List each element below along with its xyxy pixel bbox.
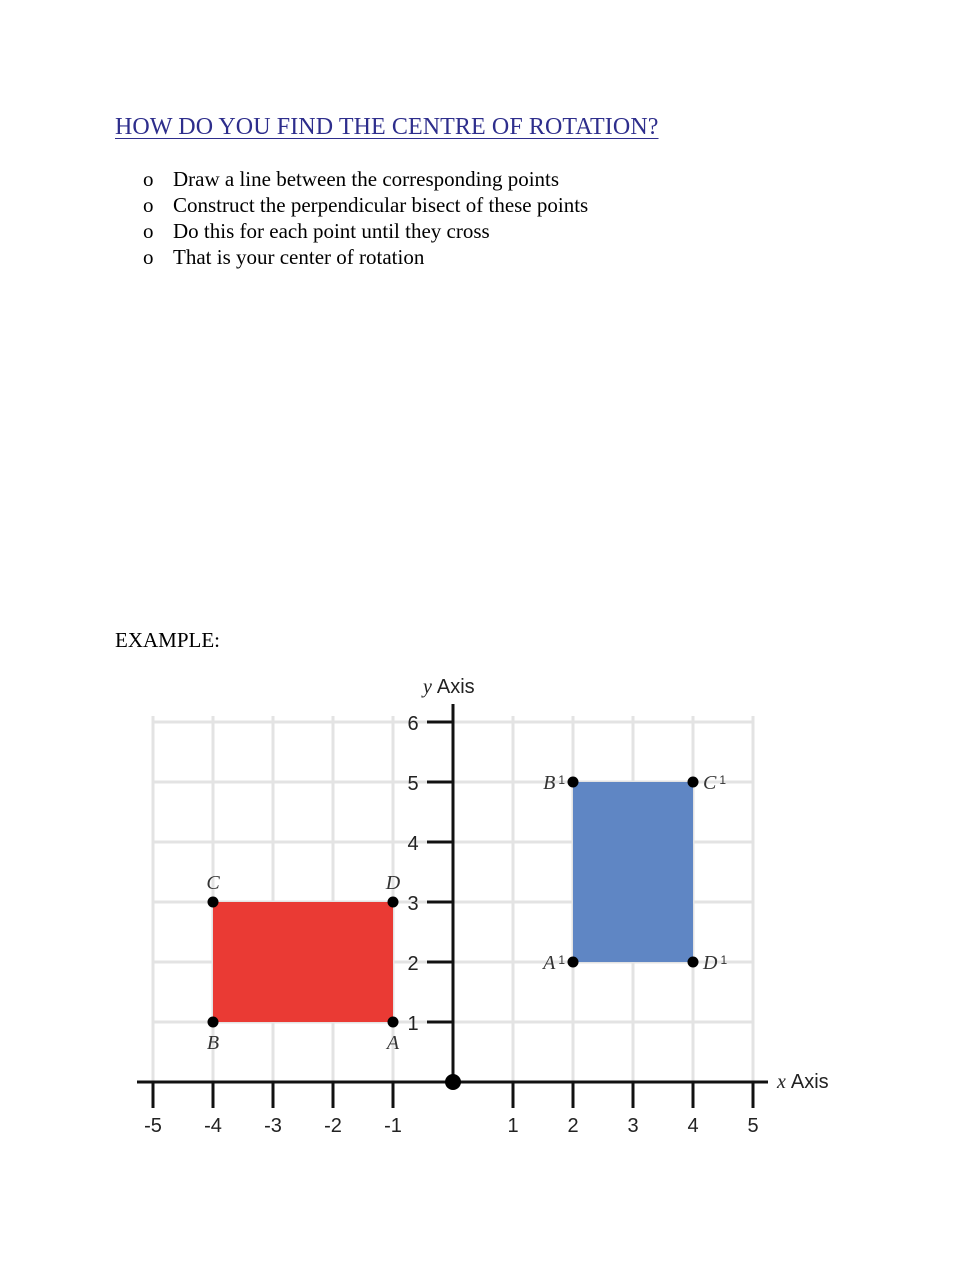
point-label-letter: D [703,952,718,974]
bullet-marker: o [143,167,154,191]
point-label-superscript: 1 [720,953,728,967]
list-item-text: Construct the perpendicular bisect of these points [173,193,589,217]
x-tick-label: 3 [627,1115,639,1137]
bullet-marker: o [143,245,154,269]
origin-point [445,1074,461,1090]
point-label-letter: B [206,1032,220,1054]
x-tick-label: -2 [324,1115,342,1137]
x-tick-label: -1 [384,1115,402,1137]
point-A [388,1017,399,1028]
point-label-letter: C [703,772,717,794]
x-tick-label: 1 [507,1115,519,1137]
y-tick-label: 1 [407,1013,419,1035]
point-label-letter: D [385,872,401,894]
point-label [206,872,220,894]
x-tick-label: -5 [144,1115,162,1137]
x-tick-label: 2 [567,1115,579,1137]
x-tick-label: 4 [687,1115,699,1137]
list-item-text: Do this for each point until they cross [173,219,490,243]
y-axis-text: Axis [436,676,475,698]
x-axis-text: Axis [790,1071,829,1093]
point-label-superscript: 1 [719,773,727,787]
point-label [702,952,727,974]
point-label-letter: A [543,952,556,974]
list-item-text: Draw a line between the corresponding points [173,167,560,191]
y-axis-title [421,676,475,698]
y-tick-label: 2 [407,953,419,975]
point-B1 [568,777,579,788]
x-tick-label: -4 [204,1115,222,1137]
point-label-superscript: 1 [558,773,565,787]
x-tick-label: 5 [747,1115,759,1137]
point-label [385,1032,400,1054]
point-D [388,897,399,908]
y-tick-label: 6 [407,713,419,735]
point-C1 [688,777,699,788]
x-axis-title [776,1071,829,1093]
point-label [543,772,565,794]
point-label [207,1032,219,1054]
shape-image [573,782,693,962]
y-tick-label: 5 [407,773,419,795]
point-label-letter: B [543,772,556,794]
point-C [208,897,219,908]
y-axis-var: y [423,676,437,698]
list-item-text: That is your center of rotation [173,245,425,269]
x-tick-label: -3 [264,1115,282,1137]
page-heading: HOW DO YOU FIND THE CENTRE OF ROTATION? [115,114,659,140]
point-label-letter: C [206,872,220,894]
point-label [385,872,401,894]
shape-original [213,902,393,1022]
point-label-superscript: 1 [558,953,565,967]
y-tick-label: 4 [407,833,419,855]
bullet-marker: o [143,193,154,217]
point-label [541,952,565,974]
example-label: EXAMPLE: [115,628,220,652]
x-axis-var: x [777,1071,791,1093]
y-tick-label: 3 [407,893,419,915]
point-A1 [568,957,579,968]
point-D1 [688,957,699,968]
bullet-marker: o [143,219,154,243]
point-label [703,772,726,794]
point-label-letter: A [386,1032,400,1054]
point-B [208,1017,219,1028]
